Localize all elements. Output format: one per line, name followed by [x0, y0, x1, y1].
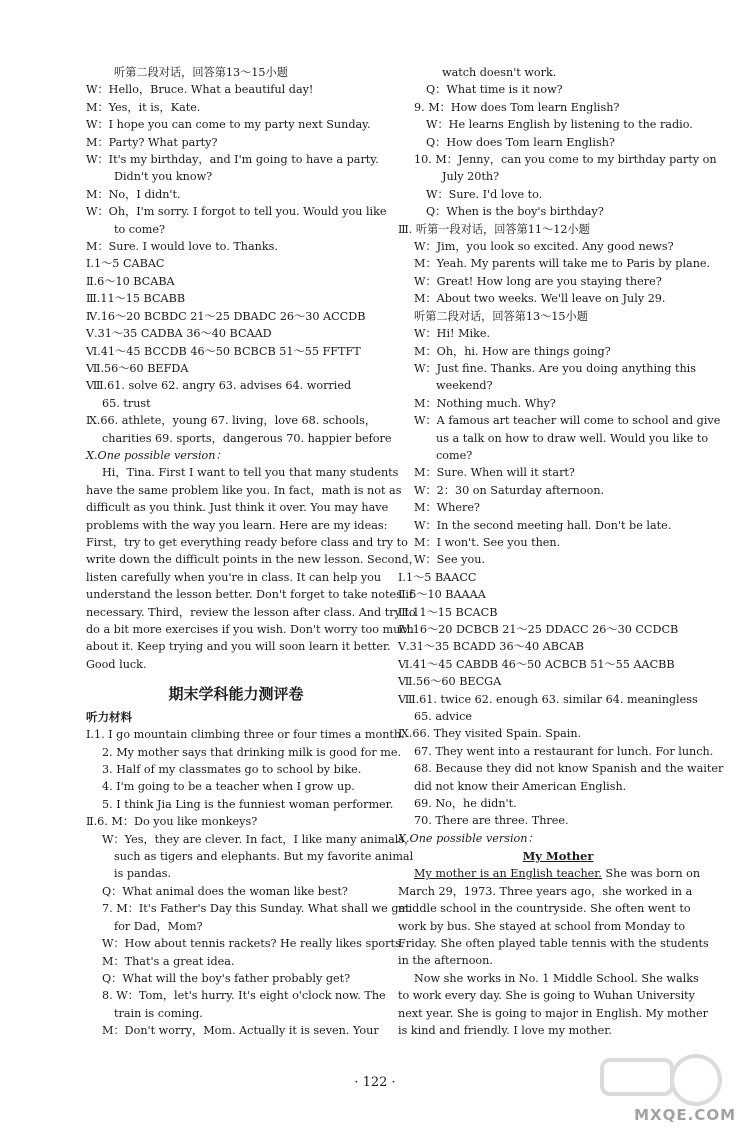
- text-line: Q：When is the boy's birthday?: [426, 205, 604, 219]
- text-line: W：It's my birthday，and I'm going to have a party.: [86, 153, 379, 167]
- essay-line: Friday. She often played table tennis with the students: [398, 936, 709, 950]
- text-line: 69. No，he didn't.: [414, 797, 517, 811]
- text-line: M：Nothing much. Why?: [414, 396, 556, 410]
- text-line: Ⅰ.1. I go mountain climbing three or four times a month.: [86, 728, 405, 742]
- essay-line: middle school in the countryside. She often went to: [398, 902, 691, 916]
- text-line: Q：What time is it now?: [426, 83, 563, 97]
- left-column: [86, 64, 420, 1040]
- text-line: weekend?: [436, 379, 493, 393]
- text-line: M：No，I didn't.: [86, 187, 181, 201]
- text-line: Ⅳ.16～20 DCBCB 21～25 DDACC 26～30 CCDCB: [398, 623, 679, 636]
- text-line: W：See you.: [414, 553, 485, 567]
- section-title: 期末学科能力测评卷: [168, 685, 304, 704]
- text-line: Ⅳ.16～20 BCBDC 21～25 DBADC 26～30 ACCDB: [86, 309, 366, 323]
- text-line: W：He learns English by listening to the radio.: [426, 118, 693, 132]
- essay-line: next year. She is going to major in English. My mother: [398, 1006, 708, 1020]
- text-line: W：Great! How long are you staying there?: [414, 274, 662, 288]
- essay-line: understand the lesson better. Don't forget to take notes if: [86, 588, 414, 602]
- text-line: M：Yes，it is，Kate.: [86, 100, 201, 114]
- text-line: Ⅶ.56～60 BEFDA: [86, 361, 189, 375]
- text-line: Ⅱ.6. M：Do you like monkeys?: [86, 815, 258, 829]
- text-line: W：Sure. I'd love to.: [426, 187, 543, 201]
- text-line: to come?: [114, 222, 166, 236]
- right-column: [398, 64, 724, 1039]
- essay-line: March 29，1973. Three years ago，she worked in a: [398, 884, 693, 898]
- text-line: Ⅰ.1～5 BAACC: [398, 570, 477, 584]
- text-line: Ⅲ.11～15 BCABB: [86, 292, 186, 306]
- text-line: 2. My mother says that drinking milk is good for me.: [102, 745, 402, 759]
- text-line: Ⅹ.One possible version：: [398, 831, 539, 845]
- text-line: W：I hope you can come to my party next Sunday.: [86, 118, 371, 132]
- text-line: did not know their American English.: [414, 779, 627, 793]
- watermark-text: MXQE.COM: [634, 1106, 736, 1124]
- text-line: M：Sure. When will it start?: [414, 466, 575, 480]
- essay-line: to work every day. She is going to Wuhan University: [398, 989, 695, 1003]
- text-line: July 20th?: [442, 170, 500, 184]
- essay-line: First，try to get everything ready before class and try to: [86, 535, 408, 549]
- text-line: such as tigers and elephants. But my favorite animal: [114, 850, 414, 864]
- essay-line: in the afternoon.: [398, 954, 493, 968]
- essay-one: [86, 464, 420, 673]
- essay-two-title: My Mother: [522, 849, 594, 864]
- text-line: Ⅱ.6～10 BAAAA: [398, 588, 486, 602]
- essay-line: problems with the way you learn. Here are my ideas:: [86, 518, 388, 532]
- text-line: train is coming.: [114, 1006, 203, 1020]
- text-line: M：Don't worry，Mom. Actually it is seven. Your: [102, 1024, 379, 1038]
- text-line: W：How about tennis rackets? He really likes sports.: [102, 937, 405, 951]
- text-line: Q：What animal does the woman like best?: [102, 884, 348, 898]
- essay-two-first-rest: She was born on: [601, 867, 701, 881]
- text-line: W：Yes，they are clever. In fact，I like many animals，: [102, 832, 416, 846]
- text-line: Ⅴ.31～35 BCADD 36～40 ABCAB: [398, 640, 584, 654]
- text-line: 65. trust: [102, 396, 151, 410]
- text-line: 4. I'm going to be a teacher when I grow up.: [102, 780, 355, 794]
- essay-line: about it. Keep trying and you will soon learn it better.: [86, 640, 391, 654]
- text-line: Q：What will the boy's father probably get?: [102, 971, 351, 985]
- text-line: Ⅷ.61. solve 62. angry 63. advises 64. worried: [86, 379, 352, 393]
- text-line: Ⅹ.One possible version：: [86, 448, 227, 462]
- text-line: M：Oh，hi. How are things going?: [414, 344, 611, 358]
- text-line: Ⅵ.41～45 BCCDB 46～50 BCBCB 51～55 FFTFT: [86, 344, 361, 358]
- text-line: for Dad，Mom?: [114, 919, 203, 933]
- text-line: charities 69. sports，dangerous 70. happier before: [102, 431, 392, 445]
- text-line: M：I won't. See you then.: [414, 535, 561, 549]
- text-line: 5. I think Jia Ling is the funniest woman performer.: [102, 797, 394, 811]
- essay-line: necessary. Third，review the lesson after class. And try to: [86, 605, 416, 619]
- text-line: Ⅵ.41～45 CABDB 46～50 ACBCB 51～55 AACBB: [398, 657, 675, 671]
- text-line: Q：How does Tom learn English?: [426, 135, 615, 149]
- essay-line: listen carefully when you're in class. It can help you: [86, 570, 382, 584]
- text-line: Ⅴ.31～35 CADBA 36～40 BCAAD: [86, 327, 272, 341]
- essay-line: Good luck.: [86, 657, 147, 671]
- text-line: watch doesn't work.: [442, 66, 557, 79]
- essay-line: Hi，Tina. First I want to tell you that many students: [102, 466, 399, 480]
- essay-line: difficult as you think. Just think it over. You may have: [86, 501, 389, 515]
- listening-heading: 听力材料: [86, 710, 132, 725]
- text-line: Ⅱ.6～10 BCABA: [86, 274, 175, 288]
- text-line: 67. They went into a restaurant for lunch. For lunch.: [414, 744, 714, 758]
- text-line: W：Hi! Mike.: [414, 327, 491, 341]
- essay-line: is kind and friendly. I love my mother.: [398, 1023, 612, 1037]
- text-line: W：Oh，I'm sorry. I forgot to tell you. Would you like: [86, 205, 387, 219]
- text-line: W：2：30 on Saturday afternoon.: [414, 483, 605, 497]
- essay-two: [398, 883, 718, 1040]
- text-line: come?: [436, 448, 473, 462]
- text-line: us a talk on how to draw well. Would you like to: [436, 431, 709, 445]
- essay-two-first-line: [398, 865, 718, 882]
- text-line: Ⅷ.61. twice 62. enough 63. similar 64. meaningless: [398, 692, 698, 706]
- text-line: W：Jim，you look so excited. Any good news?: [414, 240, 674, 254]
- text-line: M：That's a great idea.: [102, 954, 235, 968]
- text-line: 68. Because they did not know Spanish and the waiter: [414, 762, 724, 776]
- text-line: W：Just fine. Thanks. Are you doing anything this: [414, 361, 696, 375]
- essay-two-underlined: My mother is an English teacher.: [414, 867, 602, 881]
- essay-line: write down the difficult points in the new lesson. Second，: [86, 553, 420, 567]
- text-line: Ⅰ.1～5 CABAC: [86, 257, 165, 271]
- essay-line: Now she works in No. 1 Middle School. She walks: [414, 971, 699, 985]
- text-line: M：Where?: [414, 501, 480, 515]
- text-line: 3. Half of my classmates go to school by bike.: [102, 763, 362, 777]
- text-line: 70. There are three. Three.: [414, 814, 569, 828]
- page-number: · 122 ·: [354, 1075, 396, 1090]
- text-line: 8. W：Tom，let's hurry. It's eight o'clock now. The: [102, 989, 386, 1003]
- essay-line: have the same problem like you. In fact，math is not as: [86, 483, 402, 497]
- text-line: Ⅸ.66. They visited Spain. Spain.: [398, 727, 582, 741]
- text-line: M：About two weeks. We'll leave on July 29.: [414, 292, 666, 306]
- essay-line: do a bit more exercises if you wish. Don't worry too much: [86, 623, 414, 636]
- text-line: 9. M：How does Tom learn English?: [414, 100, 620, 114]
- essay-line: work by bus. She stayed at school from Monday to: [398, 919, 686, 933]
- listening-material: [86, 726, 416, 1039]
- text-line: M：Yeah. My parents will take me to Paris by plane.: [414, 257, 711, 271]
- answer-block-top: [86, 64, 392, 464]
- text-line: W：In the second meeting hall. Don't be late.: [414, 518, 672, 532]
- text-line: Ⅸ.66. athlete，young 67. living，love 68. schools，: [86, 414, 377, 428]
- text-line: Ⅲ.11～15 BCACB: [398, 605, 498, 619]
- text-line: 听第二段对话，回答第13～15小题: [414, 309, 588, 323]
- text-line: 听第二段对话，回答第13～15小题: [114, 66, 288, 79]
- text-line: M：Sure. I would love to. Thanks.: [86, 240, 278, 254]
- text-line: W：A famous art teacher will come to school and give: [414, 414, 721, 428]
- text-line: 65. advice: [414, 710, 472, 724]
- text-line: 7. M：It's Father's Day this Sunday. What shall we get: [102, 902, 410, 916]
- answer-block-right: [398, 64, 724, 847]
- text-line: Ⅶ.56～60 BECGA: [398, 675, 502, 689]
- text-line: M：Party? What party?: [86, 135, 218, 149]
- text-line: W：Hello，Bruce. What a beautiful day!: [86, 83, 314, 97]
- text-line: is pandas.: [114, 867, 172, 881]
- text-line: Didn't you know?: [114, 170, 213, 184]
- text-line: 10. M：Jenny，can you come to my birthday party on: [414, 153, 717, 167]
- text-line: Ⅲ. 听第一段对话，回答第11～12小题: [398, 222, 590, 236]
